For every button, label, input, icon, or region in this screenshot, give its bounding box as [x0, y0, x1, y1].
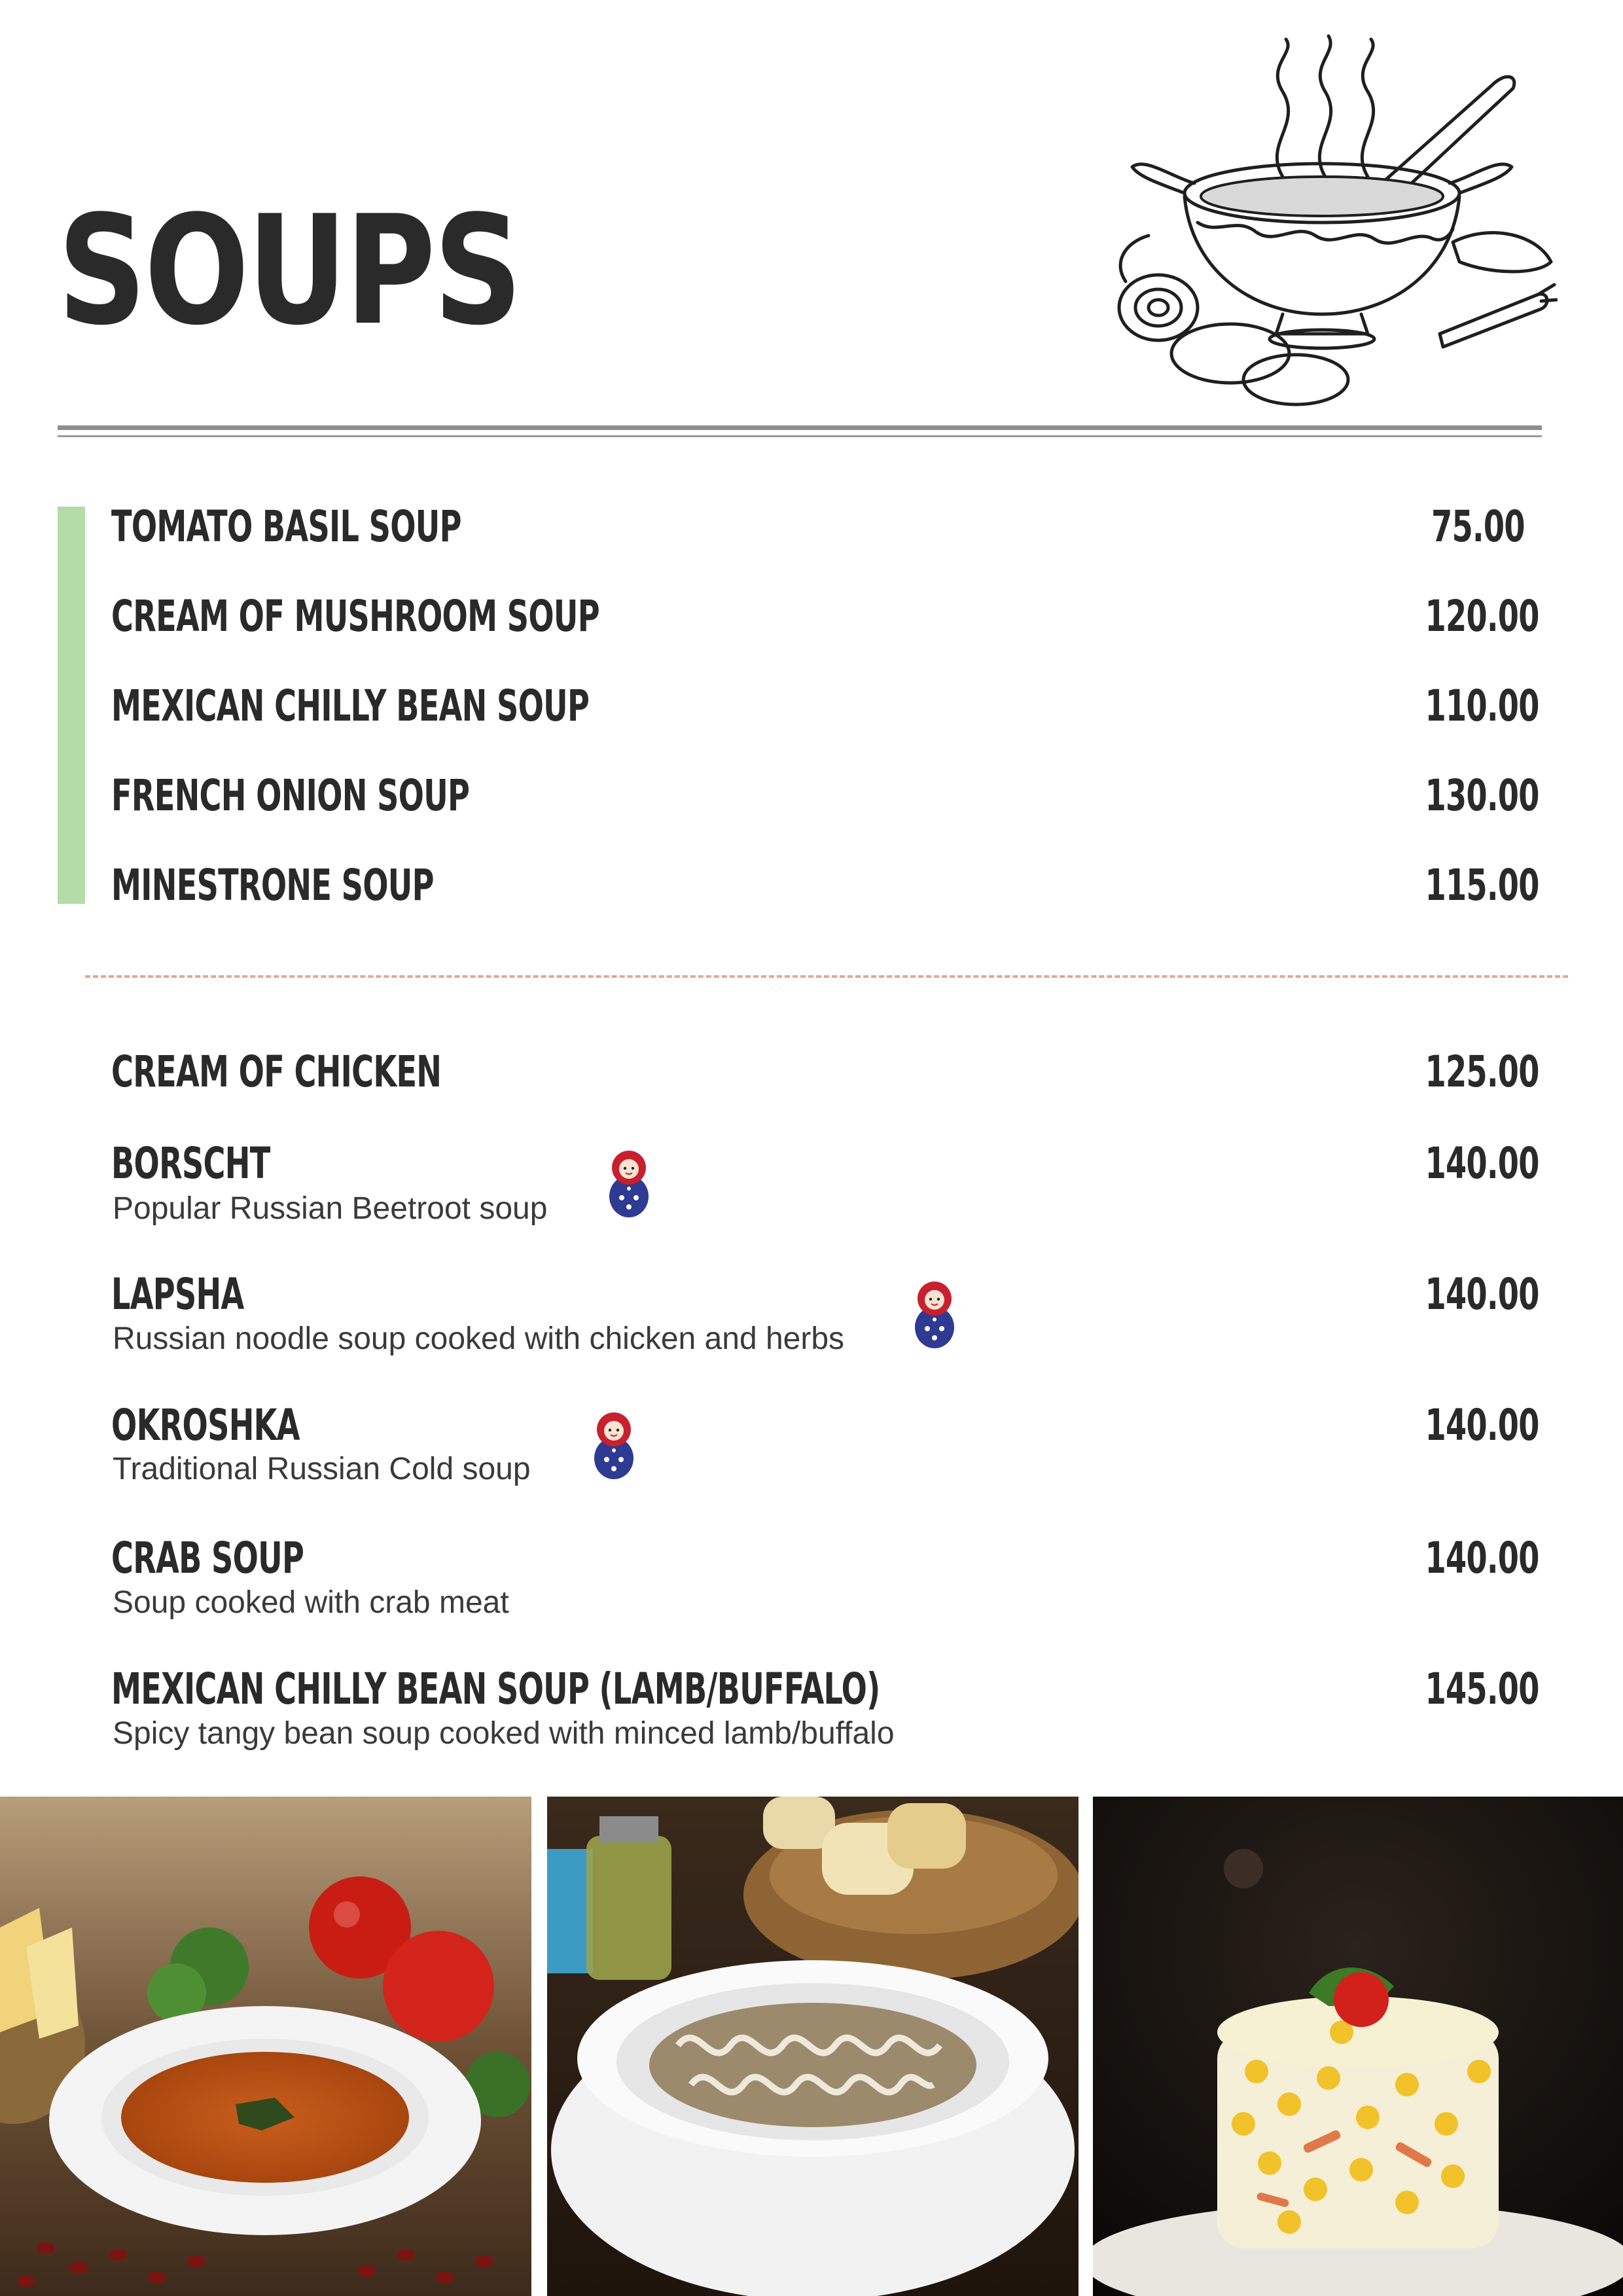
mushroom-soup-photo [547, 1797, 1079, 2296]
menu-item-price: 130.00 [1425, 770, 1539, 821]
menu-item-description: Traditional Russian Cold soup [113, 1452, 531, 1486]
corn-salad-photo [1093, 1797, 1623, 2296]
menu-item-description: Russian noodle soup cooked with chicken and herbs [113, 1321, 845, 1356]
menu-item-price: 115.00 [1425, 860, 1539, 910]
matryoshka-doll-icon [913, 1278, 956, 1348]
menu-item-name: BORSCHT [111, 1138, 270, 1189]
section-accent-bar [58, 507, 85, 904]
soup-pot-illustration-icon [1086, 26, 1558, 412]
menu-item-price: 140.00 [1425, 1533, 1539, 1583]
menu-item-price: 140.00 [1425, 1400, 1539, 1450]
menu-item-name: CREAM OF MUSHROOM SOUP [111, 591, 599, 641]
menu-item-price: 145.00 [1425, 1664, 1539, 1714]
menu-item-name: MINESTRONE SOUP [111, 860, 434, 910]
menu-item-name: FRENCH ONION SOUP [111, 770, 470, 821]
menu-item-price: 140.00 [1425, 1269, 1539, 1319]
page-title: SOUPS [58, 184, 520, 359]
menu-item-description: Soup cooked with crab meat [113, 1585, 509, 1620]
matryoshka-doll-icon [607, 1147, 651, 1217]
section-divider [85, 975, 1568, 978]
menu-item-name: CREAM OF CHICKEN [111, 1047, 442, 1097]
menu-item-description: Spicy tangy bean soup cooked with minced lamb/buffalo [113, 1716, 895, 1751]
matryoshka-doll-icon [592, 1408, 635, 1479]
header-divider-thin [58, 435, 1542, 437]
menu-item-price: 125.00 [1425, 1047, 1539, 1097]
menu-item-description: Popular Russian Beetroot soup [113, 1191, 548, 1226]
menu-item-price: 75.00 [1431, 501, 1525, 552]
menu-item-name: MEXICAN CHILLY BEAN SOUP [111, 681, 590, 731]
menu-item-name: TOMATO BASIL SOUP [111, 501, 461, 552]
header-divider [58, 425, 1542, 430]
menu-item-name: OKROSHKA [111, 1400, 300, 1450]
menu-item-price: 110.00 [1425, 681, 1539, 731]
menu-item-name: CRAB SOUP [111, 1533, 304, 1583]
tomato-soup-photo [0, 1797, 531, 2296]
menu-item-price: 140.00 [1425, 1138, 1539, 1189]
menu-item-name: LAPSHA [111, 1269, 244, 1319]
menu-item-name: MEXICAN CHILLY BEAN SOUP (LAMB/BUFFALO) [111, 1664, 880, 1714]
menu-item-price: 120.00 [1425, 591, 1539, 641]
